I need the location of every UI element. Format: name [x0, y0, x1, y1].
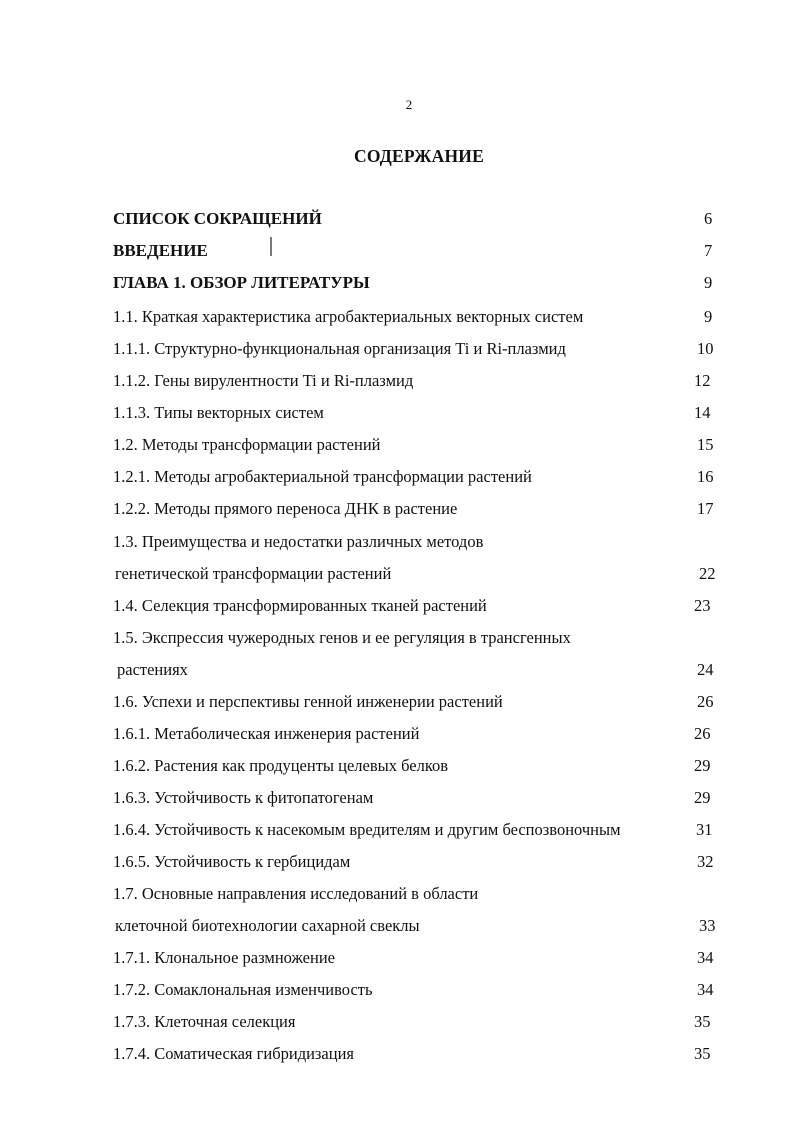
- toc-entry-text: 1.7.3. Клеточная селекция: [113, 1012, 296, 1031]
- toc-entry-text: 1.2.2. Методы прямого переноса ДНК в растение: [113, 499, 458, 518]
- toc-entry-page: 12: [694, 371, 711, 390]
- toc-entry-page: 9: [704, 307, 713, 326]
- toc-entry-page: 35: [694, 1044, 711, 1063]
- toc-entry-text: 1.7. Основные направления исследований в области: [113, 884, 479, 903]
- toc-entry-page: 24: [697, 660, 714, 679]
- toc-entry-page: 23: [694, 596, 711, 615]
- toc-entry-text: 1.6.4. Устойчивость к насекомым вредителям и другим беспозвоночным: [113, 820, 621, 839]
- toc-entry-text: 1.6.1. Метаболическая инженерия растений: [113, 724, 420, 743]
- toc-entry-text: 1.1. Краткая характеристика агробактериальных векторных систем: [113, 307, 584, 326]
- toc-entry-text: клеточной биотехнологии сахарной свеклы: [115, 916, 420, 935]
- toc-entry-page: 10: [697, 339, 714, 358]
- toc-entry-text: 1.2. Методы трансформации растений: [113, 435, 381, 454]
- toc-entry-page: 29: [694, 788, 711, 807]
- toc-entry-page: 14: [694, 403, 711, 422]
- toc-entry-page: 15: [697, 435, 714, 454]
- toc-entry-text: 1.5. Экспрессия чужеродных генов и ее регуляция в трансгенных: [113, 628, 571, 647]
- toc-entry-page: 17: [697, 499, 714, 518]
- toc-entry-page: 29: [694, 756, 711, 775]
- toc-entry-text: 1.7.1. Клональное размножение: [113, 948, 335, 967]
- page-title: СОДЕРЖАНИЕ: [353, 146, 484, 166]
- toc-entry-text: 1.4. Селекция трансформированных тканей растений: [113, 596, 487, 615]
- page-number: 2: [405, 97, 413, 112]
- toc-entry-text: ВВЕДЕНИЕ: [113, 241, 208, 260]
- text-cursor-icon: [270, 237, 272, 256]
- toc-entry-text: 1.6.3. Устойчивость к фитопатогенам: [113, 788, 374, 807]
- toc-entry-text: растениях: [117, 660, 188, 679]
- toc-entry-page: 22: [699, 564, 716, 583]
- toc-entry-page: 33: [699, 916, 716, 935]
- toc-entry-page: 32: [697, 852, 714, 871]
- toc-entry-text: ГЛАВА 1. ОБЗОР ЛИТЕРАТУРЫ: [113, 273, 370, 292]
- toc-entry-page: 9: [704, 273, 713, 292]
- toc-entry-text: 1.2.1. Методы агробактериальной трансформации растений: [113, 467, 532, 486]
- toc-entry-page: 16: [697, 467, 714, 486]
- toc-entry-page: 26: [694, 724, 711, 743]
- toc-entry-page: 7: [704, 241, 713, 260]
- toc-entry-page: 34: [697, 980, 714, 999]
- toc-entry-text: 1.6.2. Растения как продуценты целевых белков: [113, 756, 449, 775]
- toc-entry-text: генетической трансформации растений: [115, 564, 392, 583]
- toc-entry-page: 26: [697, 692, 714, 711]
- toc-entry-page: 6: [704, 209, 713, 228]
- toc-entry-text: 1.1.1. Структурно-функциональная организация Ti и Ri-плазмид: [113, 339, 566, 358]
- toc-entry-text: 1.7.2. Сомаклональная изменчивость: [113, 980, 373, 999]
- toc-entry-text: 1.1.2. Гены вирулентности Ti и Ri-плазмид: [113, 371, 414, 390]
- toc-entry-page: 34: [697, 948, 714, 967]
- toc-entry-text: СПИСОК СОКРАЩЕНИЙ: [113, 209, 322, 228]
- toc-entry-text: 1.6.5. Устойчивость к гербицидам: [113, 852, 351, 871]
- toc-entry-page: 31: [696, 820, 713, 839]
- toc-entry-page: 35: [694, 1012, 711, 1031]
- toc-entry-text: 1.1.3. Типы векторных систем: [113, 403, 324, 422]
- toc-entry-text: 1.7.4. Соматическая гибридизация: [113, 1044, 355, 1063]
- toc-entry-text: 1.6. Успехи и перспективы генной инженерии растений: [113, 692, 503, 711]
- toc-entry-text: 1.3. Преимущества и недостатки различных методов: [113, 532, 484, 551]
